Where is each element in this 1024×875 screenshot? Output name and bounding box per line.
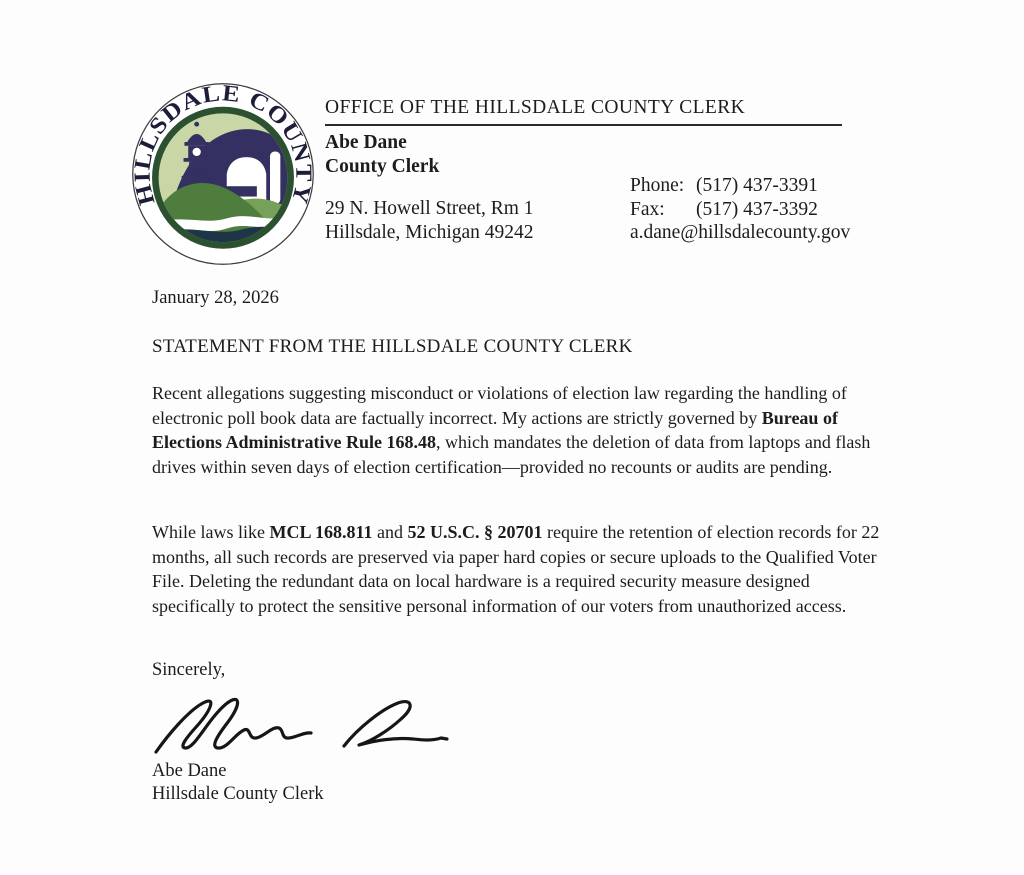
clerk-role: County Clerk [325,156,440,177]
email-line: a.dane@hillsdalecounty.gov [630,222,851,243]
silo-icon [270,151,280,204]
closing-salutation: Sincerely, [152,660,226,680]
letter-subject: STATEMENT FROM THE HILLSDALE COUNTY CLERK [152,336,633,357]
fax-line [630,198,850,222]
fax-number: (517) 437-3392 [696,198,818,220]
paragraph-1 [152,381,884,479]
hillsdale-county-logo [128,80,318,268]
text-segment: and [372,522,408,542]
phone-number: (517) 437-3391 [696,175,818,196]
tower-clock-icon [193,148,201,156]
address-line-2: Hillsdale, Michigan 49242 [325,221,534,243]
fax-label: Fax: [630,198,665,220]
letter-date: January 28, 2026 [152,288,279,308]
text-segment: Recent allegations suggesting misconduct or violations of election law regarding the handling of electronic poll book data are factually incorrect. My actions are strictly governed by [152,383,847,428]
text-segment-bold: 52 U.S.C. § 20701 [407,522,543,542]
clerk-name: Abe Dane [325,132,407,153]
signature-icon [146,690,458,764]
text-segment-bold: MCL 168.811 [269,522,373,542]
address-line-1: 29 N. Howell Street, Rm 1 [325,198,534,219]
paragraph-2 [152,520,884,618]
office-contact [630,174,850,245]
text-segment: While laws like [152,522,270,542]
signer-name: Abe Dane [152,761,227,781]
logo-arc-lettering: HILLSDALE COUNTY [128,80,318,209]
text-segment-bold: Bureau of Elections Administrative Rule 168.48 [152,407,838,453]
text-segment: require the retention of election records for 22 months, all such records are preserved via paper hard copies or secure uploads to the Qualified Voter File. Deleting the redundant data on local hardware is a required security measure designed specifically to protect the sensitive personal information of our voters from unauthorized access. [152,522,880,616]
office-address [325,197,534,244]
phone-label: Phone: [630,175,685,196]
office-title: OFFICE OF THE HILLSDALE COUNTY CLERK [325,97,842,126]
signer-title: Hillsdale County Clerk [152,784,324,804]
text-segment: , which mandates the deletion of data from laptops and flash drives within seven days of election certification—provided no recounts or audits are pending. [152,432,871,477]
phone-line [630,174,850,198]
